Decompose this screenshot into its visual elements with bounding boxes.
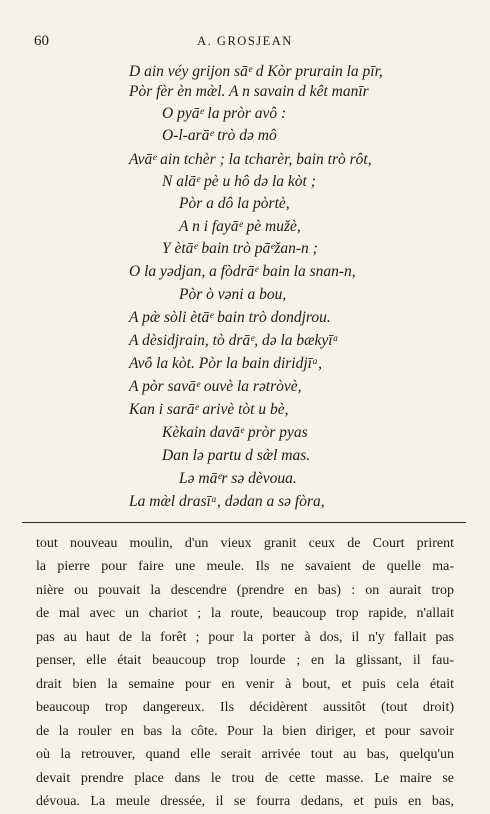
poem-line: N alāᵉ pè u hô də la kòt ; xyxy=(162,173,316,190)
prose-line: penser, elle était beaucoup trop lourde ; en la glissant, il fau- xyxy=(36,653,454,668)
page-number: 60 xyxy=(34,33,49,49)
poem-line: Kan i sarāᵉ arivè tòt u bè, xyxy=(129,401,289,418)
poem-line: Kèkain davāᵉ pròr pyas xyxy=(162,424,308,441)
prose-line: pas au haut de la forêt ; pour la porter à dos, il n'y fallait pas xyxy=(36,630,454,645)
poem-line: A dèsidjrain, tò drāᵉ, də la bækyīᵃ xyxy=(129,332,339,349)
prose-line: nière ou pouvait la descendre (prendre en bas) : on aurait trop xyxy=(36,583,454,598)
poem-line: Pòr a dô la pòrtè, xyxy=(179,195,290,212)
prose-line: où la retrouver, quand elle serait arrivée tout au bas, quelqu'un xyxy=(36,747,454,762)
poem-line: A pæ̀ sòli ètāᵉ bain trò dondjrou. xyxy=(129,309,331,326)
prose-line: drait bien la semaine pour en venir à bout, et puis cela était xyxy=(36,677,454,692)
poem-line: Y ètāᵉ bain trò pāᵉžan-n ; xyxy=(162,240,318,257)
section-divider xyxy=(22,522,466,523)
poem-line: Pòr ò vəni a bou, xyxy=(179,286,287,303)
poem-line: Dan lə partu d sæ̀l mas. xyxy=(162,447,311,464)
poem-line: Avô la kòt. Pòr la bain diridjīᵃ, xyxy=(129,355,323,372)
poem-line: D ain véy grijon sāᵉ d Kòr prurain la pīr, xyxy=(129,63,383,80)
poem-line: Pòr fèr èn mæ̀l. A n savain d kêt manīr xyxy=(129,83,369,100)
poem-line: O pyāᵉ la pròr avô : xyxy=(162,105,287,122)
prose-line: la pierre pour faire une meule. Ils ne savaient de quelle ma- xyxy=(36,559,454,574)
poem-line: O-l-arāᵉ trò də mô xyxy=(162,127,277,144)
poem-line: Avāᵉ ain tchèr ; la tcharèr, bain trò rôt, xyxy=(129,151,372,168)
running-title: A. GROSJEAN xyxy=(197,34,293,48)
prose-line: devait prendre place dans le trou de cette masse. Le maire se xyxy=(36,771,454,786)
poem-line: Lə māᵉr sə dèvoua. xyxy=(179,470,297,487)
poem-line: La mæ̀l drasīᵃ, dədan a sə fòra, xyxy=(129,493,325,510)
poem-line: O la yədjan, a fòdrāᵉ bain la snan-n, xyxy=(129,263,356,280)
poem-line: A n i fayāᵉ pè mužè, xyxy=(179,218,301,235)
prose-line: tout nouveau moulin, d'un vieux granit ceux de Court prirent xyxy=(36,536,454,551)
prose-line: dévoua. La meule dressée, il se fourra dedans, et puis en bas, xyxy=(36,794,454,809)
prose-line: beaucoup trop dangereux. Ils décidèrent aussitôt (tout droit) xyxy=(36,700,454,715)
prose-line: de la rouler en bas la côte. Pour la bien diriger, et pour savoir xyxy=(36,724,454,739)
poem-line: A pòr savāᵉ ouvè la rətròvè, xyxy=(129,378,302,395)
prose-line: de mal avec un chariot ; la route, beaucoup trop rapide, n'allait xyxy=(36,606,454,621)
